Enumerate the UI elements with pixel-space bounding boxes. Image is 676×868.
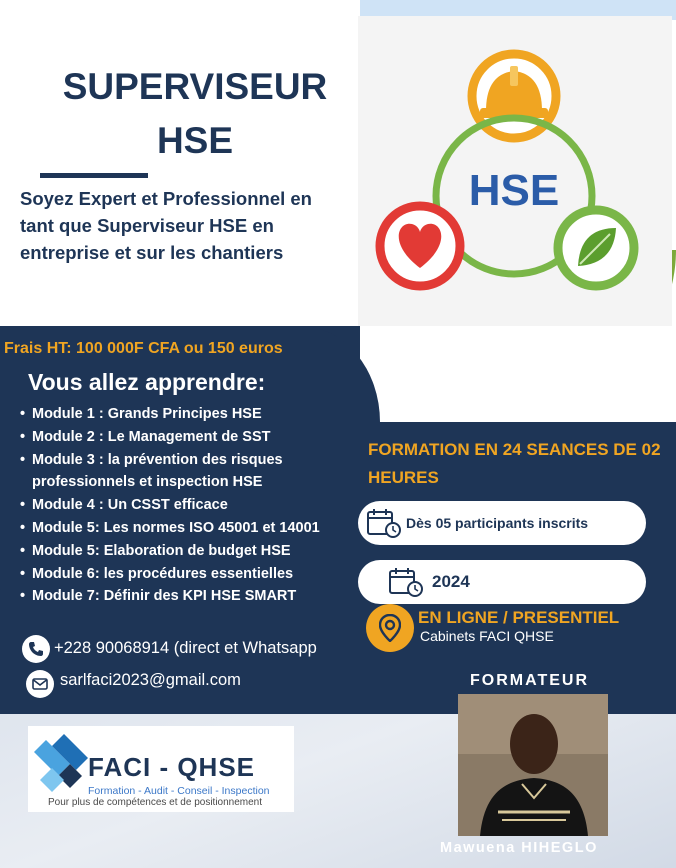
mode-text: EN LIGNE / PRESENTIEL: [418, 608, 620, 627]
year-pill: [358, 560, 646, 604]
company-name: FACI - QHSE: [88, 752, 256, 782]
phone-number[interactable]: +228 90068914 (direct et Whatsapp: [54, 639, 317, 657]
formation-duration: FORMATION EN 24 SEANCES DE 02 HEURES: [368, 440, 661, 487]
page-title: [40, 60, 350, 168]
company-slogan: Pour plus de compétences et de positionnement: [48, 797, 263, 808]
participants-text: Dès 05 participants inscrits: [406, 515, 589, 531]
location-text: Cabinets FACI QHSE: [420, 628, 554, 644]
trainer-photo: [458, 694, 608, 836]
participants-pill: [358, 501, 646, 545]
module-item: • Module 6: les procédures essentielles: [20, 563, 365, 586]
module-item: • Module 5: Elaboration de budget HSE: [20, 540, 365, 563]
calendar-icon: [388, 566, 424, 598]
module-item: • Module 4 : Un CSST efficace: [20, 494, 365, 517]
hse-logo-label: HSE: [468, 166, 560, 215]
title-underline: [40, 173, 148, 178]
email-address[interactable]: sarlfaci2023@gmail.com: [60, 671, 241, 689]
module-item: • Module 1 : Grands Principes HSE: [20, 403, 365, 426]
year-text: 2024: [432, 572, 470, 591]
phone-icon: [22, 635, 50, 663]
title-line-1: SUPERVISEUR: [62, 66, 328, 107]
module-list: [20, 403, 365, 608]
company-tagline: Formation - Audit - Conseil - Inspection: [88, 785, 270, 797]
module-item: • Module 5: Les normes ISO 45001 et 14001: [20, 517, 365, 540]
faci-logo-icon: [34, 734, 94, 804]
calendar-icon: [366, 507, 402, 539]
location-pin-icon: [366, 604, 414, 652]
title-line-2: HSE: [156, 120, 234, 161]
module-item: • Module 7: Définir des KPI HSE SMART: [20, 585, 365, 608]
subtitle: Soyez Expert et Professionnel en tant que Superviseur HSE en entreprise et sur les chantiers: [20, 188, 312, 263]
module-item: • Module 2 : Le Management de SST: [20, 426, 365, 449]
hse-logo: [358, 16, 672, 328]
learn-heading: Vous allez apprendre:: [28, 369, 266, 395]
trainer-name: Mawuena HIHEGLO: [440, 840, 598, 856]
white-notch: [360, 326, 676, 422]
module-item: • Module 3 : la prévention des risques professionnels et inspection HSE: [20, 449, 365, 495]
mail-icon: [26, 670, 54, 698]
fees-text: Frais HT: 100 000F CFA ou 150 euros: [4, 340, 283, 357]
trainer-heading: FORMATEUR: [470, 672, 590, 689]
